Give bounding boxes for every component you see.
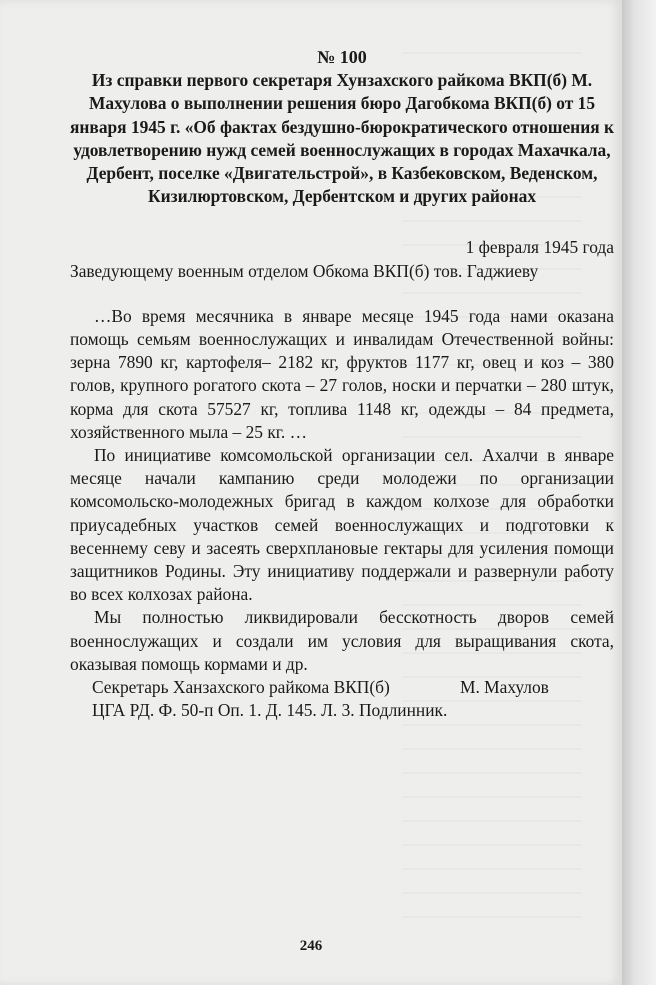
signature-line	[70, 676, 614, 699]
paragraph: Мы полностью ликвидировали бесскотность дворов семей военнослужащих и создали им условия для выращивания скота, оказывая помощь кормами и др.	[70, 607, 614, 674]
document-body	[70, 305, 614, 676]
document-addressee: Заведующему военным отделом Обкома ВКП(б) тов. Гаджиеву	[70, 260, 539, 281]
document-number: № 100	[317, 47, 367, 67]
signature-role: Секретарь Ханзахского райкома ВКП(б)	[92, 677, 390, 698]
signature-name: М. Махулов	[460, 677, 549, 698]
document-content	[70, 40, 614, 722]
page-number: 246	[299, 938, 323, 954]
paragraph: По инициативе комсомольской организации сел. Ахалчи в январе месяце начали кампанию среди молодежи по организации комсомольско-молодежных бригад в каждом колхозе для обработки приусадебных участков семей военнослужащих и подготовки к весеннему севу и засеять сверхплановые гектары для усиления помощи защитников Родины. Эту инициативу поддержали и развернули работу во всех колхозах района.	[70, 445, 614, 605]
paragraph: …Во время месячника в январе месяце 1945 года нами оказана помощь семьям военнослужащих и инвалидам Отечественной войны: зерна 7890 кг, картофеля– 2182 кг, фруктов 1177 кг, овец и коз – 380 голов, крупного рогатого скота – 27 голов, носки и перчатки – 280 штук, корма для скота 57527 кг, топлива 1148 кг, одежды – 84 предмета, хозяйственного мыла – 25 кг. …	[70, 305, 614, 442]
archive-source: ЦГА РД. Ф. 50-п Оп. 1. Д. 145. Л. 3. Подлинник.	[92, 700, 448, 721]
document-title: Из справки первого секретаря Хунзахского райкома ВКП(б) М. Махулова о выполнении решения бюро Дагобкома ВКП(б) от 15 января 1945 г. «Об фактах бездушно-бюрократического отношения к удовлетворению нужд семей военнослужащих в городах Махачкала, Дербент, поселке «Двигательстрой», в Казбековском, Веденском, Кизилюртовском, Дербентском и других районах	[70, 70, 614, 207]
document-date: 1 февраля 1945 года	[465, 237, 614, 258]
page-edge	[622, 0, 656, 985]
